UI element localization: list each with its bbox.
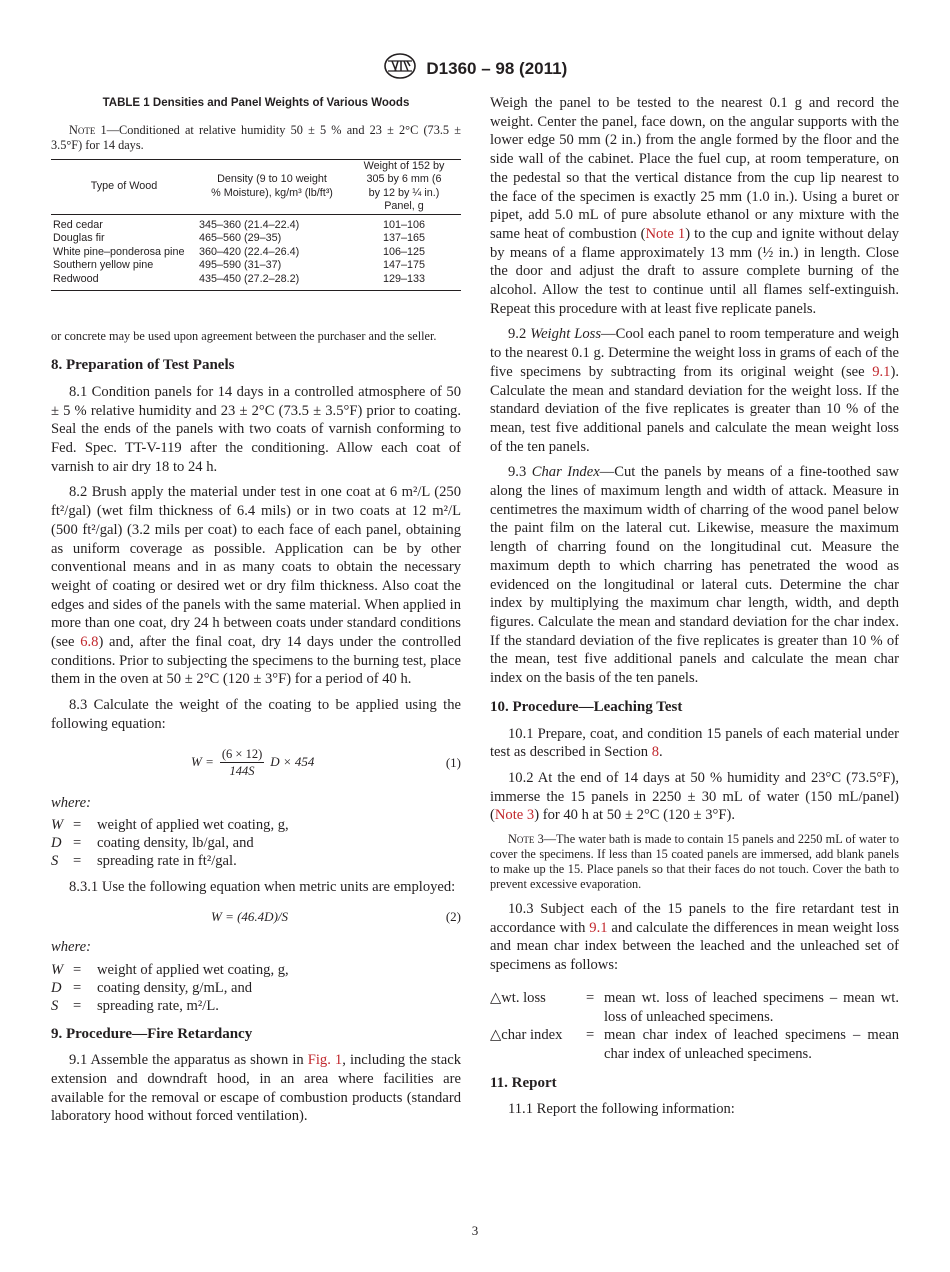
paragraph [490, 325, 899, 456]
definition-list [51, 816, 461, 870]
text-run: Weigh the panel to be tested to the nearest 0.1 g and record the weight. Center the panel, face down, on the angular supports with the lower edge 50 mm (2 in.) from the angle formed by the floor and the side wall of the cabinet. Place the fuel cup, at room temperature, on the pedestal so that the vertical distance from the cup lip nearest to the face of the specimen is exactly 25 mm (1.0 in.). Using a buret or pipet, add 5.0 mL of pure absolute ethanol or any mixture with the same heat of combustion ( [490, 95, 899, 242]
delta-equals: = [586, 989, 595, 1006]
section-link[interactable]: 6.8 [80, 634, 99, 651]
paragraph [490, 463, 899, 687]
text-run: ) for 40 h at 50 ± 2°C (120 ± 3°F). [534, 807, 735, 824]
table-cell: Red cedar [53, 218, 103, 231]
delta-desc: mean wt. loss of leached specimens – mean wt. loss of unleached specimens. [604, 989, 899, 1025]
definition-list [51, 961, 461, 1015]
text-run: ) to the cup and ignite without delay by means of a flame approximately 13 mm (½ in.) in length. Close the door and adjust the draft to assure complete burning of the alcohol. Allow the test to continue until all flames self-extinguish. Repeat this procedure with at least five replicate panels. [490, 225, 899, 317]
table-header-cell: Weight of 152 by 305 by 6 mm (6 by 12 by ¼ in.) Panel, g [363, 159, 445, 213]
carryover-text: or concrete may be used upon agreement between the purchaser and the seller. [51, 329, 437, 344]
table-header-cell: Density (9 to 10 weight % Moisture), kg/m³ (lb/ft³) [211, 173, 333, 199]
delta-definitions [490, 989, 899, 1064]
table-row [51, 232, 461, 246]
table-row [51, 273, 461, 291]
section-link[interactable]: 9.1 [589, 919, 608, 936]
paragraph [490, 900, 899, 975]
document-designation: D1360 – 98 (2011) [426, 58, 568, 78]
def-symbol: D [51, 835, 62, 852]
paragraph [51, 483, 461, 689]
def-equals: = [73, 979, 82, 996]
table-cell: 147–175 [382, 259, 426, 272]
text-run: 9.2 [508, 326, 531, 343]
table-cell: 345–360 (21.4–22.4) [199, 218, 300, 231]
table-note [51, 123, 461, 153]
eq-rhs: D × 454 [270, 753, 315, 769]
astm-logo [383, 52, 417, 86]
text-run: 9.3 [508, 464, 532, 481]
section-heading: 9. Procedure—Fire Retardancy [51, 1025, 253, 1042]
text-run: and calculate the differences in mean weight loss and mean char index between the leached and the unleached set of specimens as follows: [490, 919, 900, 974]
subsection-title: Weight Loss [530, 326, 602, 343]
table-cell: 101–106 [382, 218, 426, 231]
text-run: 10.1 Prepare, coat, and condition 15 panels of each material under test as described in Section [490, 725, 899, 761]
paragraph: 8.1 Condition panels for 14 days in a controlled atmosphere of 50 ± 5 % relative humidity and 23 ± 2°C (73.5 ± 3.5°F) prior to coating. Seal the ends of the panels with two coats of varnish conforming to Fed. Spec. TT-V-119 after the conditioning. Allow each coat of varnish to air dry 18 to 24 h. [51, 383, 461, 475]
def-equals: = [73, 853, 82, 870]
def-equals: = [73, 835, 82, 852]
text-run: 10.3 Subject each of the 15 panels to the fire retardant test in accordance with [490, 901, 899, 936]
note-text: —Conditioned at relative humidity 50 ± 5 % and 23 ± 2°C (73.5 ± 3.5°F) for 14 days. [51, 122, 461, 152]
woods-table [51, 159, 461, 292]
paragraph: 8.3 Calculate the weight of the coating to be applied using the following equation: [51, 697, 461, 732]
subsection-title: Char Index [531, 464, 600, 481]
def-equals: = [73, 997, 82, 1014]
paragraph [490, 769, 899, 825]
delta-equals: = [586, 1027, 595, 1044]
table-cell: 137–165 [382, 232, 426, 245]
eq-body: W = (46.4D)/S [211, 908, 289, 924]
section-link[interactable]: 8 [651, 744, 660, 761]
def-equals: = [73, 961, 82, 978]
right-column [490, 94, 899, 1126]
left-column [51, 92, 461, 1133]
text-run: 10.2 At the end of 14 days at 50 % humidity and 23°C (73.5°F), immerse the 15 panels in 2250 ± 30 mL of water (150 mL/panel) ( [490, 769, 899, 824]
figure-link[interactable]: Fig. 1 [307, 1052, 343, 1069]
equation-number: (2) [445, 908, 461, 924]
note-label: Note 3 [508, 832, 544, 847]
table-row [51, 214, 461, 232]
table-row [51, 246, 461, 260]
def-symbol: W [51, 817, 64, 834]
section-heading: 11. Report [490, 1074, 557, 1091]
where-label: where: [51, 794, 91, 811]
equation-2 [51, 904, 461, 930]
table-cell: 106–125 [382, 245, 426, 258]
paragraph: 8.3.1 Use the following equation when metric units are employed: [69, 879, 456, 896]
table-row [51, 259, 461, 273]
section-link[interactable]: 9.1 [872, 363, 891, 380]
def-symbol: W [51, 961, 64, 978]
table-cell: White pine–ponderosa pine [53, 245, 185, 258]
text-run: 9.1 Assemble the apparatus as shown in [69, 1052, 308, 1069]
eq-denominator: 144S [229, 763, 255, 778]
equation-1 [51, 744, 461, 784]
text-run: —Cut the panels by means of a fine-toothed saw along the lines of maximum length and width of attack. Measure in centimetres the maximum width of charring of the wood panel below the paint film on the lateral cut. Likewise, measure the maximum length of charring found on the longitudinal cut. Measure the maximum depth to which charring has penetrated the wood as evidenced on the longitudinal or lateral cuts. Determine the char index by multiplying the maximum char length, width, and depth figures. Calculate the mean and standard deviation for the char index. If the standard deviation of the five replicates is greater than 10 % of the mean, test five additional panels and calculate the mean char index on the basis of the ten panels. [490, 464, 899, 687]
eq-fraction [220, 746, 264, 779]
table-header-row [51, 159, 461, 214]
def-equals: = [73, 817, 82, 834]
table-cell: 129–133 [382, 272, 426, 285]
note-3 [490, 832, 899, 892]
page-number: 3 [471, 1223, 479, 1238]
def-symbol: D [51, 979, 62, 996]
def-symbol: S [51, 997, 59, 1014]
paragraph [490, 94, 899, 318]
def-symbol: S [51, 853, 59, 870]
table-cell: 360–420 (22.4–26.4) [199, 245, 300, 258]
page-header [0, 52, 950, 86]
table-title: TABLE 1 Densities and Panel Weights of Various Woods [102, 97, 410, 109]
text-run: 8.2 Brush apply the material under test in one coat at 6 m²/L (250 ft²/gal) (wet film thickness of 6.4 mils) or in two coats at 12 m²/L (500 ft²/gal) (3.2 mils per coat) to each face of each panel, obtaining as uniform coverage as possible. Application can be by other conventional means and in as many coats to obtain the necessary weight of coating or desired wet or dry film thickness. Also coat the edges and sides of the panels with the same material. When applied in more than one coat, dry 24 h between coats under standard conditions (see [51, 484, 461, 651]
def-desc: coating density, g/mL, and [97, 979, 253, 996]
table-header-cell: Type of Wood [90, 179, 158, 192]
delta-symbol: △char index [490, 1027, 563, 1044]
delta-symbol: △wt. loss [490, 989, 546, 1006]
def-desc: coating density, lb/gal, and [97, 835, 254, 852]
def-desc: weight of applied wet coating, g, [97, 817, 289, 834]
text-run: —Cool each panel to room temperature and weigh to the nearest 0.1 g. Determine the weight loss in grams of each of the five specimens by subtracting from its original weight (see [490, 326, 899, 380]
paragraph [51, 1051, 461, 1126]
def-desc: spreading rate in ft²/gal. [97, 853, 237, 870]
section-heading: 8. Preparation of Test Panels [51, 357, 235, 374]
table-cell: 495–590 (31–37) [199, 259, 282, 272]
paragraph [490, 725, 899, 762]
text-run: ). Calculate the mean and standard deviation for the weight loss. If the standard deviation of the five replicates is greater than 10 % of the mean, test five additional panels and calculate the mean weight loss of the ten panels. [490, 363, 899, 455]
table-cell: Douglas fir [53, 232, 105, 245]
text-run: . [659, 744, 663, 761]
eq-numerator: (6 × 12) [221, 746, 263, 761]
def-desc: spreading rate, m²/L. [97, 997, 219, 1014]
equation-number: (1) [445, 754, 461, 770]
note-link[interactable]: Note 3 [494, 807, 535, 824]
table-cell: 435–450 (27.2–28.2) [199, 272, 300, 285]
delta-desc: mean char index of leached specimens – mean char index of unleached specimens. [604, 1027, 899, 1062]
note-link[interactable]: Note 1 [645, 225, 686, 242]
text-run: , including the stack extension and downdraft hood, in an area where facilities are available for the removal or escape of combustion products (standard laboratory hood without forced ventilation). [51, 1052, 461, 1125]
table-cell: Southern yellow pine [53, 259, 154, 272]
paragraph: 11.1 Report the following information: [508, 1101, 735, 1118]
text-run: ) and, after the final coat, dry 14 days under the controlled conditions. Prior to subjecting the specimens to the burning test, place them in the oven at 50 ± 2°C (120 ± 3°F) for a period of 40 h. [51, 634, 461, 688]
where-label: where: [51, 938, 91, 955]
note-label: Note 1 [69, 122, 107, 137]
table-cell: Redwood [53, 272, 99, 285]
note-text: —The water bath is made to contain 15 panels and 2250 mL of water to cover the specimens. If less than 15 coated panels are immersed, add blank panels to make up the 15. Place panels so that their faces do not touch. Cover the bath to prevent excessive evaporation. [490, 832, 899, 892]
eq-lhs: W = [191, 753, 214, 769]
table-cell: 465–560 (29–35) [199, 232, 282, 245]
section-heading: 10. Procedure—Leaching Test [490, 698, 683, 715]
def-desc: weight of applied wet coating, g, [97, 961, 289, 978]
